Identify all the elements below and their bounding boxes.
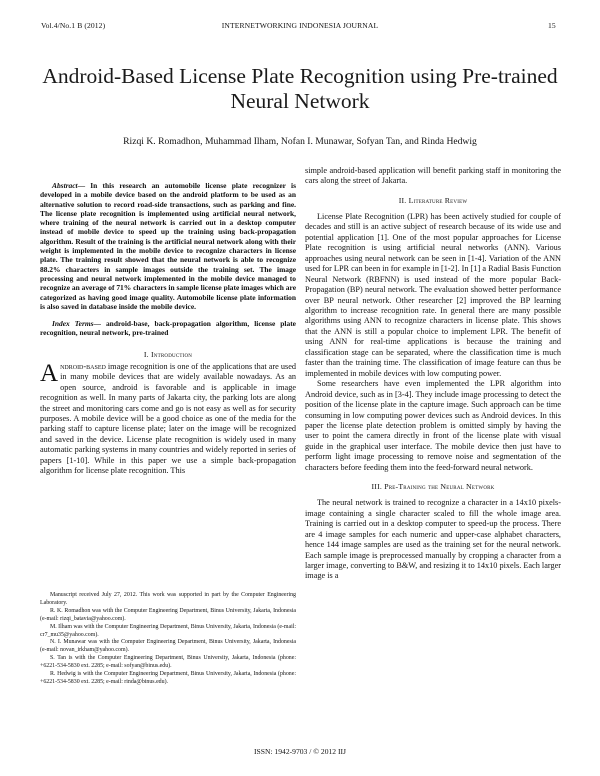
index-terms	[40, 319, 296, 338]
right-column	[305, 166, 561, 582]
footnote: R. Hedwig is with the Computer Engineering Department, Binus University, Jakarta, Indonesia (phone: +6221-534-5830 ext. 2285; e-mail: rinda@binus.edu).	[40, 671, 296, 685]
index-terms-text: — android-base, back-propagation algorithm, license plate recognition, neural network, pre-trained	[40, 319, 296, 338]
abstract	[40, 181, 296, 311]
footnote: Manuscript received July 27, 2012. This work was supported in part by the Computer Engineering Laboratory.	[40, 592, 296, 606]
pre-training-paragraph: The neural network is trained to recognize a character in a 14x10 pixels-image containing a single character scaled to fill the whole image area. Training is carried out in a desktop computer to speed-up the process. There are 4 image samples for each numeric and upper-case alphabet characters, hence 144 image samples are used as the training set for the neural network. Each sample image is preprocessed manually by cropping a character from a larger image, converting to B&W, and resizing it to 14x10 pixels. Each larger image is a	[305, 498, 561, 581]
section-heading-pre-training: III. Pre-Training the Neural Network	[371, 482, 495, 492]
drop-cap: A	[40, 359, 59, 387]
footnote: R. K. Romadhon was with the Computer Engineering Department, Binus University, Jakarta, Indonesia (e-mail: rizqi_batavia@yahoo.com).	[40, 607, 296, 622]
footnote: S. Tan is with the Computer Engineering Department, Binus University, Jakarta, Indonesia (phone: +6221-534-5830 ext. 2285; e-mail: sofyan@binus.edu).	[40, 655, 296, 670]
running-header-volume: Vol.4/No.1 B (2012)	[41, 21, 106, 30]
introduction-continuation: simple android-based application will benefit parking staff in monitoring the cars along the street of Jakarta.	[305, 166, 561, 186]
footnote: M. Ilham was with the Computer Engineering Department, Binus University, Jakarta, Indonesia (e-mail: cr7_mu35@yahoo.com).	[40, 623, 296, 638]
section-heading-introduction: I. Introduction	[143, 349, 193, 359]
first-word: ndroid-based	[60, 361, 106, 371]
running-header-journal: INTERNETWORKING INDONESIA JOURNAL	[221, 21, 379, 30]
introduction-paragraph: Android-based image recognition is one of the applications that are used in many mobile devices that are widely available nowadays. As an open source, android is favorable and is applicable in image recognition as well. In many parts of Jakarta city, the parking lots are along the street and monitoring cars come and go is not easy as well as for security purposes. A mobile device will be a good choice as one of the media for the parking staff to capture license plate; later on the image will be recognized and saved in the device. License plate recognition is widely used in many automatic parking systems in many countries and widely reported in series of papers [1-10]. While in this paper we use a simple back-propagation algorithm for license plate recognition. This	[40, 359, 296, 476]
literature-paragraph-1: License Plate Recognition (LPR) has been actively studied for couple of decades and still is an active subject of research because of its wide use and potential application [1]. One of the most popular approaches for License Plate recognition is using artificial neural networks (ANN). Various approaches using neural network can be seen in [1-4]. Variation of the ANN used for LPR can been in for example in [1-2]. In [1] a Radial Basis Function Neural Network (RBFNN) is used instead of the more popular Back-Propagation (BP) neural network. The evaluation showed better performance over BP neural network. Other researcher [2] improved the BP learning algorithm to increase recognition rate. In general there are many possible algorithms using ANN to recognize characters in license plate. This shows that the ANN is still a popular choice to implement LPR. The benefit of using ANN for real-time applications is because the training and classification stage can be separated, where the classification time is much faster than the training time. The classification of image feature can thus be implemented in mobile devices with low computing power.	[305, 211, 561, 378]
footnotes	[40, 592, 296, 687]
paper-title: Android-Based License Plate Recognition using Pre-trained Neural Network	[42, 64, 558, 113]
left-column	[40, 181, 296, 477]
literature-paragraph-2: Some researchers have even implemented the LPR algorithm into Android device, such as in [3-4]. They include image processing to detect the position of the license plate in the capture image. Such approach can be time consuming in low computing power devices such as Android devices. In this paper the license plate detection problem is omitted simply by having the user to point the camera directly in front of the license plate with visual guide in the graphical user interface. The mobile device then just have to perform light image processing to remove noise and segmentation of the characters before feeding them into the feed-forward neural network.	[305, 379, 561, 472]
abstract-label: Abstract	[52, 181, 78, 190]
footnote: N. I. Munawar was with the Computer Engineering Department, Binus University, Jakarta, Indonesia (e-mail: novan_irkham@yahoo.com).	[40, 639, 296, 654]
page-number: 15	[548, 21, 556, 30]
abstract-text: — In this research an automobile license plate recognizer is developed in a mobile device based on the android platform to be used as an alternative solution to record road-side transactions, such as parking and fine. The license plate recognition is implemented using artificial neural network, where training of the neural network is carried out in a desktop computer instead of mobile device to speed up the training using back-propagation algorithm. Result of the training is the artificial neural network along with their weight is implemented in the mobile device to recognize characters in license plate. The training result showed that the neural network is able to recognize 88.2% characters in sample images outside the training set. The image processing and neural network implemented in the mobile device managed to recognize an average of 71% characters in sample license plate images which are categorized as having good image quality. Automobile license plate information is also saved in database inside the mobile device.	[40, 181, 296, 311]
page-footer: ISSN: 1942-9703 / © 2012 IIJ	[253, 747, 347, 756]
index-terms-label: Index Terms	[52, 319, 94, 329]
section-heading-literature-review: II. Literature Review	[398, 195, 468, 205]
author-list: Rizqi K. Romadhon, Muhammad Ilham, Nofan I. Munawar, Sofyan Tan, and Rinda Hedwig	[123, 136, 477, 147]
